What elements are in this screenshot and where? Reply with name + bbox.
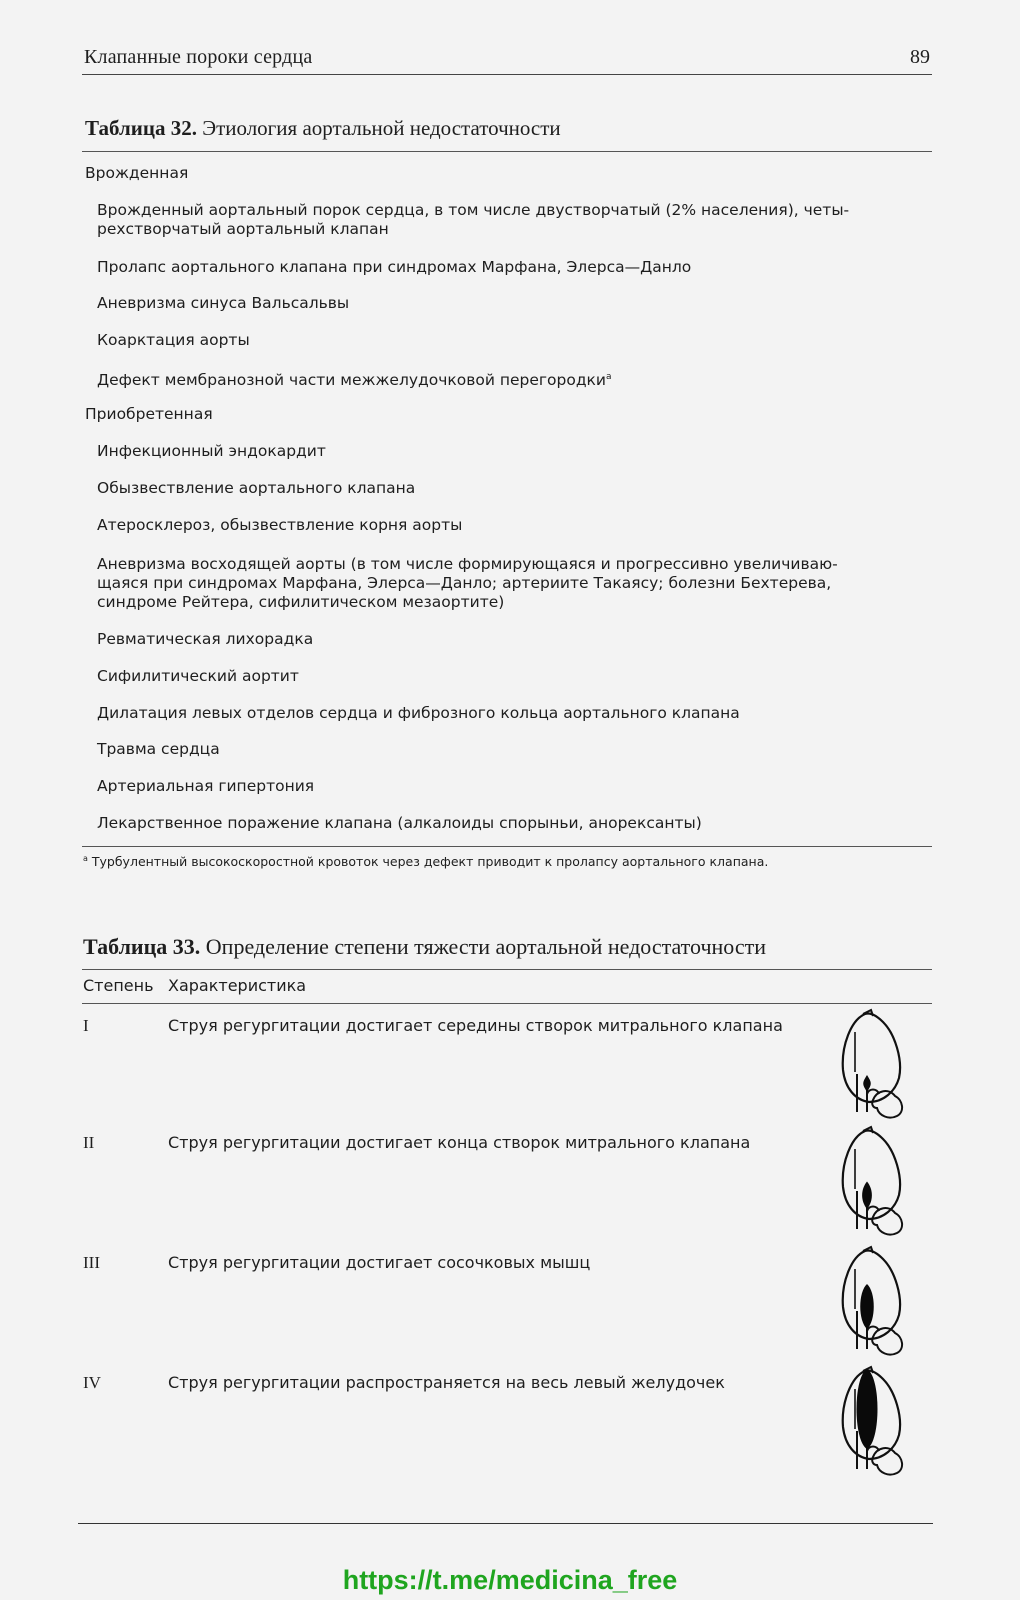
cause-item (97, 630, 917, 649)
cause-item (97, 555, 917, 612)
cause-item (97, 368, 917, 390)
severity-description: Струя регургитации распространяется на весь левый желудочек (168, 1373, 725, 1392)
cause-item (97, 331, 917, 350)
severity-row (83, 1016, 933, 1126)
cause-item (97, 201, 917, 239)
cause-item (97, 442, 917, 461)
telegram-link[interactable]: https://t.me/medicina_free (342, 1565, 678, 1595)
cause-line: Лекарственное поражение клапана (алкалоиды спорыньи, анорексанты) (97, 814, 702, 832)
table-33-caption: Определение степени тяжести аортальной недостаточности (200, 934, 766, 959)
table-32-bottom-rule (82, 846, 932, 847)
regurgitation-jet-grade-3-icon (833, 1245, 913, 1357)
cause-line: Атеросклероз, обызвествление корня аорты (97, 516, 463, 534)
running-header (82, 44, 932, 75)
cause-line: Обызвествление аортального клапана (97, 479, 416, 497)
cause-line: Дефект мембранозной части межжелудочковой перегородки$^а$ (97, 371, 612, 390)
column-header-degree: Степень (83, 976, 154, 995)
cause-line: Инфекционный эндокардит (97, 442, 326, 460)
table-32-footnote (83, 854, 943, 869)
cause-line: Дилатация левых отделов сердца и фиброзного кольца аортального клапана (97, 704, 740, 722)
cause-line: Ревматическая лихорадка (97, 630, 314, 648)
cause-item (97, 814, 917, 833)
cause-line: Пролапс аортального клапана при синдромах Марфана, Элерса—Данло (97, 258, 692, 276)
page-number: 89 (910, 46, 930, 68)
cause-line: щаяся при синдромах Марфана, Элерса—Данло; артериите Такаясу; болезни Бехтерева, (97, 574, 832, 592)
table-32-title (85, 116, 945, 141)
cause-line: синдроме Рейтера, сифилитическом мезаортите) (97, 593, 505, 611)
category-heading: Приобретенная (85, 405, 213, 423)
severity-row (83, 1373, 933, 1483)
cause-line: Врожденный аортальный порок сердца, в том числе двустворчатый (2% населения), четы- (97, 201, 850, 219)
severity-row (83, 1133, 933, 1243)
table-33-top-rule (82, 969, 932, 970)
table-33-title (83, 934, 953, 960)
footnote-mark: а (83, 854, 88, 863)
regurgitation-jet-grade-2-icon (833, 1125, 913, 1237)
cause-item (97, 294, 917, 313)
cause-item (97, 258, 917, 277)
severity-description: Струя регургитации достигает середины створок митрального клапана (168, 1016, 783, 1035)
cause-line: Аневризма синуса Вальсальвы (97, 294, 350, 312)
table-33-header (83, 976, 306, 995)
cause-item (97, 740, 917, 759)
footnote-reference: а (606, 372, 612, 382)
cause-line: рехстворчатый аортальный клапан (97, 220, 389, 238)
severity-degree: I (83, 1016, 89, 1035)
regurgitation-jet-grade-4-icon (833, 1365, 913, 1477)
table-33-header-rule (82, 1003, 932, 1004)
severity-row (83, 1253, 933, 1363)
cause-item (97, 667, 917, 686)
cause-line: Коарктация аорты (97, 331, 250, 349)
table-33-label: Таблица 33. (83, 934, 201, 959)
regurgitation-jet-grade-1-icon (833, 1008, 913, 1120)
severity-description: Струя регургитации достигает сосочковых мышц (168, 1253, 591, 1272)
cause-item (97, 777, 917, 796)
cause-item (97, 516, 917, 535)
severity-degree: II (83, 1133, 95, 1152)
table-32-caption: Этиология аортальной недостаточности (196, 116, 561, 140)
severity-degree: IV (83, 1373, 101, 1392)
table-32-label: Таблица 32. (85, 116, 197, 140)
severity-degree: III (83, 1253, 100, 1272)
footnote-text: Турбулентный высокоскоростной кровоток через дефект приводит к пролапсу аортального клапана. (87, 854, 769, 870)
table-33-bottom-rule (78, 1523, 933, 1524)
category-heading: Врожденная (85, 164, 189, 182)
cause-line: Травма сердца (97, 740, 220, 758)
cause-line: Артериальная гипертония (97, 777, 315, 795)
cause-line: Аневризма восходящей аорты (в том числе формирующаяся и прогрессивно увеличиваю- (97, 555, 838, 573)
column-header-description: Характеристика (168, 976, 307, 995)
regurgitation-jet (857, 1369, 878, 1449)
severity-description: Струя регургитации достигает конца створок митрального клапана (168, 1133, 751, 1152)
regurgitation-jet (860, 1284, 874, 1329)
cause-item (97, 704, 917, 723)
running-title: Клапанные пороки сердца (84, 46, 313, 68)
table-32-top-rule (82, 151, 932, 152)
regurgitation-jet (862, 1182, 872, 1210)
cause-item (97, 479, 917, 498)
cause-line: Сифилитический аортит (97, 667, 299, 685)
